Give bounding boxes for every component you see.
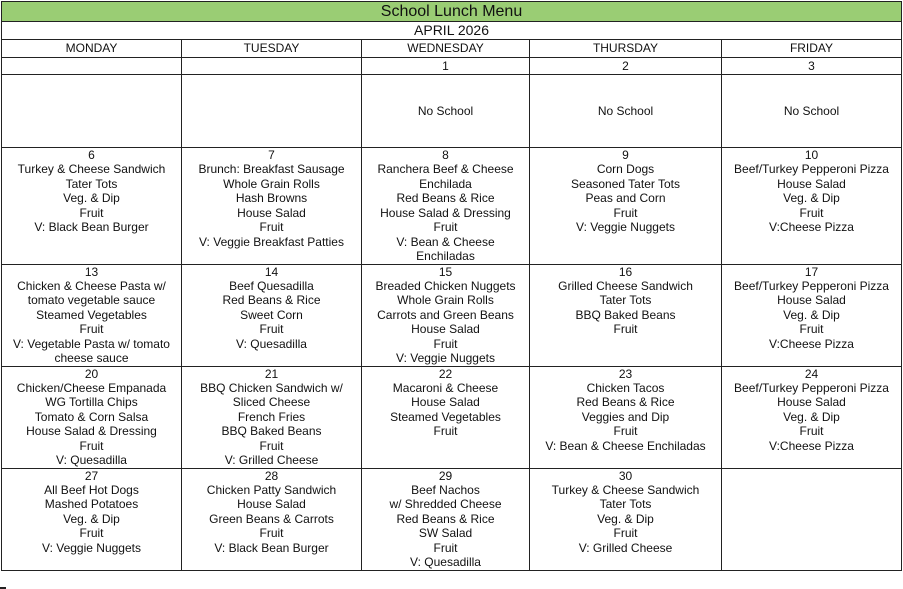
date-number: 1 [362, 58, 530, 75]
menu-item: Veg. & Dip [597, 511, 654, 526]
date-number: 16 [618, 264, 633, 279]
menu-item: Grilled Cheese Sandwich [558, 278, 693, 293]
weekday-header: WEDNESDAY [362, 40, 530, 58]
menu-item: V: Veggie Breakfast Patties [199, 234, 344, 249]
menu-item: Fruit [259, 438, 284, 453]
menu-item: Fruit [799, 205, 824, 220]
weekday-header: MONDAY [2, 40, 182, 58]
menu-item: Red Beans & Rice [222, 293, 321, 307]
menu-item: V: Grilled Cheese [578, 540, 673, 555]
menu-item: Hash Browns [235, 191, 308, 205]
weekday-header: THURSDAY [530, 40, 722, 58]
day-note: No School [722, 75, 902, 148]
menu-item: Fruit [433, 540, 458, 555]
date-number: 13 [84, 264, 99, 279]
day-cell [530, 468, 722, 570]
menu-item: Tomato & Corn Salsa [34, 409, 149, 424]
day-cell [182, 468, 362, 570]
menu-item: Whole Grain Rolls [223, 176, 320, 191]
menu-item: House Salad [411, 322, 480, 336]
menu-item: Fruit [433, 220, 458, 234]
menu-item: Steamed Vegetables [36, 307, 147, 322]
week-row [2, 148, 902, 265]
menu-item: House Salad [411, 395, 480, 409]
menu-item: Fruit [799, 322, 824, 336]
menu-item: Steamed Vegetables [390, 409, 501, 424]
date-number: 29 [438, 468, 453, 483]
menu-item: BBQ Baked Beans [221, 424, 322, 438]
menu-item: Beef/Turkey Pepperoni Pizza [734, 162, 889, 176]
day-cell [182, 148, 362, 265]
menu-item: Chicken/Cheese Empanada [16, 380, 167, 395]
menu-item: Sliced Cheese [232, 395, 311, 409]
day-cell [2, 264, 182, 366]
menu-item: V: Grilled Cheese [224, 453, 319, 467]
menu-item: House Salad [777, 176, 846, 191]
lunch-menu-sheet [1, 1, 901, 571]
menu-item: Fruit [613, 526, 638, 540]
date-number [182, 58, 362, 75]
day-note [182, 75, 362, 148]
menu-title: School Lunch Menu [2, 2, 902, 22]
date-number: 20 [84, 366, 99, 381]
menu-item: V: Quesadilla [410, 555, 481, 569]
date-number: 9 [622, 148, 629, 162]
menu-item: BBQ Chicken Sandwich w/ [200, 380, 343, 395]
menu-item: V: Veggie Nuggets [42, 540, 141, 555]
menu-item: Peas and Corn [585, 191, 666, 205]
menu-item: Green Beans & Carrots [209, 511, 334, 526]
date-number: 21 [264, 366, 279, 381]
menu-item: Whole Grain Rolls [397, 293, 494, 307]
date-number: 3 [722, 58, 902, 75]
day-cell [722, 468, 902, 570]
menu-item: V:Cheese Pizza [769, 438, 854, 453]
menu-item: Beef/Turkey Pepperoni Pizza [734, 380, 889, 395]
menu-item: Fruit [79, 205, 104, 220]
day-cell [182, 366, 362, 468]
menu-item: Fruit [799, 424, 824, 438]
menu-item: Turkey & Cheese Sandwich [551, 482, 700, 497]
date-number: 2 [530, 58, 722, 75]
date-number: 15 [438, 264, 453, 279]
menu-item: V: Bean & Cheese Enchiladas [545, 438, 706, 453]
menu-item: V: Vegetable Pasta w/ tomato [13, 336, 170, 351]
day-cell [2, 366, 182, 468]
week1-date-row [2, 58, 902, 75]
menu-item: Fruit [433, 424, 458, 438]
menu-item: Seasoned Tater Tots [571, 176, 680, 191]
menu-item: Fruit [613, 424, 638, 438]
menu-item: Beef Nachos [411, 482, 480, 497]
date-number: 17 [804, 264, 819, 279]
menu-item: V: Black Bean Burger [214, 540, 329, 555]
menu-item: Red Beans & Rice [396, 191, 495, 205]
menu-item: Chicken Patty Sandwich [206, 482, 337, 497]
menu-item: Carrots and Green Beans [377, 307, 514, 322]
menu-item: Enchiladas [416, 249, 475, 263]
menu-item: Enchilada [419, 176, 472, 191]
week-row [2, 264, 902, 366]
menu-item: Tater Tots [599, 293, 652, 307]
menu-item: Brunch: Breakfast Sausage [198, 162, 345, 176]
date-number: 28 [264, 468, 279, 483]
menu-item: Beef Quesadilla [229, 278, 314, 293]
menu-item: w/ Shredded Cheese [389, 497, 502, 511]
menu-item: Ranchera Beef & Cheese [377, 162, 514, 176]
date-number: 27 [84, 468, 99, 483]
menu-item: Fruit [259, 526, 284, 540]
menu-item: Red Beans & Rice [576, 395, 675, 409]
menu-item: Veg. & Dip [783, 191, 840, 205]
date-number [722, 469, 901, 483]
day-cell [530, 148, 722, 265]
day-cell [362, 468, 530, 570]
menu-item: Fruit [613, 322, 638, 336]
menu-item: V: Bean & Cheese [396, 234, 495, 249]
menu-item: SW Salad [418, 526, 473, 540]
menu-item: All Beef Hot Dogs [44, 482, 139, 497]
day-note: No School [362, 75, 530, 148]
date-number [2, 58, 182, 75]
date-number: 23 [618, 366, 633, 381]
month-label: APRIL 2026 [2, 22, 902, 40]
menu-calendar-table [1, 1, 902, 571]
menu-item: V:Cheese Pizza [769, 220, 854, 234]
menu-item: House Salad & Dressing [26, 424, 157, 438]
menu-item: Fruit [259, 220, 284, 234]
menu-item: Fruit [433, 336, 458, 351]
menu-item: Veg. & Dip [783, 307, 840, 322]
day-cell [362, 148, 530, 265]
menu-item: Fruit [613, 205, 638, 220]
week-row [2, 468, 902, 570]
menu-item: Veg. & Dip [63, 191, 120, 205]
week-row [2, 366, 902, 468]
menu-item: Veg. & Dip [63, 511, 120, 526]
day-cell [530, 264, 722, 366]
menu-item: Macaroni & Cheese [392, 380, 499, 395]
menu-item: Sweet Corn [240, 307, 303, 322]
day-cell [722, 148, 902, 265]
menu-item: V: Black Bean Burger [34, 220, 149, 234]
menu-item: House Salad [237, 205, 306, 220]
date-number: 30 [618, 468, 633, 483]
week1-notes-row [2, 75, 902, 148]
menu-item: House Salad [777, 293, 846, 307]
menu-item: Corn Dogs [596, 162, 655, 176]
date-number: 7 [268, 148, 275, 162]
menu-item: Tater Tots [599, 497, 652, 511]
menu-item: Beef/Turkey Pepperoni Pizza [734, 278, 889, 293]
menu-item: Turkey & Cheese Sandwich [17, 162, 166, 176]
menu-item: tomato vegetable sauce [27, 293, 156, 307]
menu-item: BBQ Baked Beans [575, 307, 676, 322]
day-note: No School [530, 75, 722, 148]
date-number: 10 [804, 148, 819, 162]
date-number: 24 [804, 366, 819, 381]
menu-item: House Salad & Dressing [380, 205, 511, 220]
menu-item: V: Quesadilla [56, 453, 127, 467]
menu-item: Chicken Tacos [586, 380, 665, 395]
menu-item: Breaded Chicken Nuggets [375, 278, 516, 293]
menu-item: Tater Tots [65, 176, 118, 191]
menu-item: V:Cheese Pizza [769, 336, 854, 351]
day-cell [2, 468, 182, 570]
menu-item: V: Veggie Nuggets [576, 220, 675, 234]
menu-item: Red Beans & Rice [396, 511, 495, 526]
weekday-header: TUESDAY [182, 40, 362, 58]
menu-item: Chicken & Cheese Pasta w/ [17, 278, 166, 293]
date-number: 8 [442, 148, 449, 162]
date-number: 22 [438, 366, 453, 381]
day-cell [722, 366, 902, 468]
day-cell [530, 366, 722, 468]
menu-item: Veggies and Dip [581, 409, 670, 424]
day-cell [182, 264, 362, 366]
menu-item: Fruit [259, 322, 284, 336]
month-row [2, 22, 902, 40]
menu-item: V: Quesadilla [236, 336, 307, 351]
menu-item: Veg. & Dip [783, 409, 840, 424]
menu-item: House Salad [237, 497, 306, 511]
weekday-header-row [2, 40, 902, 58]
menu-item: French Fries [237, 409, 306, 424]
day-cell [362, 264, 530, 366]
day-cell [362, 366, 530, 468]
menu-item: WG Tortilla Chips [45, 395, 138, 409]
menu-item: House Salad [777, 395, 846, 409]
menu-item: V: Veggie Nuggets [396, 351, 495, 365]
date-number: 6 [88, 148, 95, 162]
menu-item: Fruit [79, 438, 104, 453]
day-cell [722, 264, 902, 366]
weeks-body [2, 148, 902, 571]
menu-item: Fruit [79, 526, 104, 540]
title-row [2, 2, 902, 22]
menu-item: Fruit [79, 322, 104, 336]
menu-item: Mashed Potatoes [44, 497, 139, 511]
day-note [2, 75, 182, 148]
day-cell [2, 148, 182, 265]
weekday-header: FRIDAY [722, 40, 902, 58]
date-number: 14 [264, 264, 279, 279]
menu-item: cheese sauce [54, 351, 129, 365]
